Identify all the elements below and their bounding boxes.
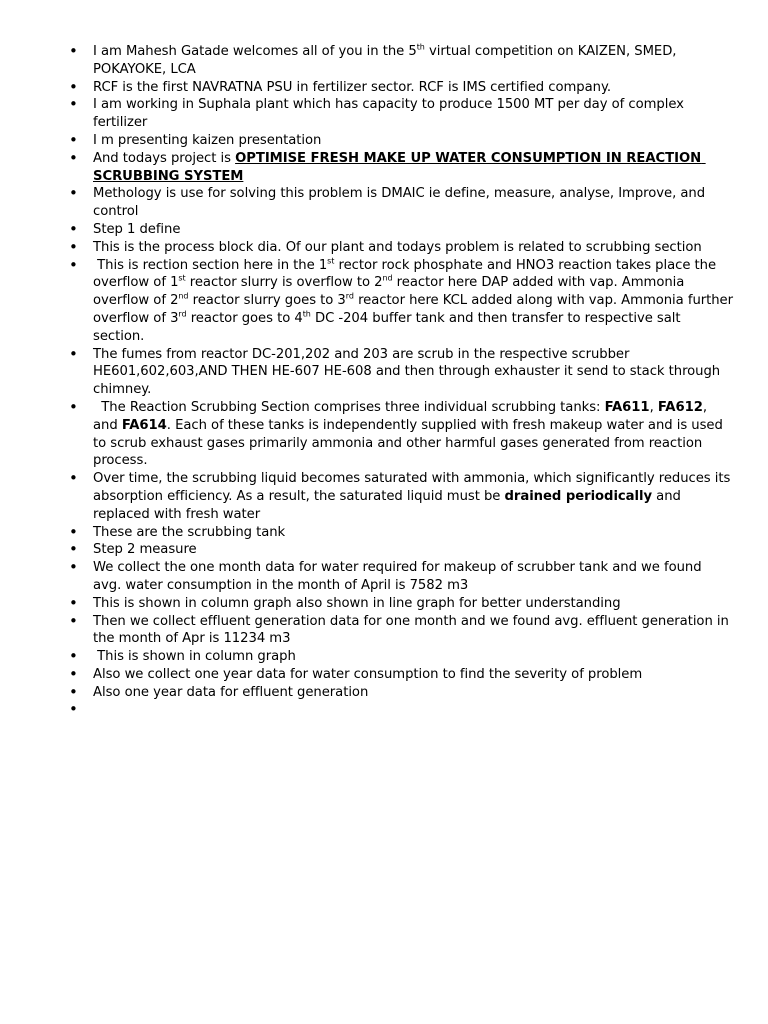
bullet-list bbox=[93, 42, 742, 719]
bold-text-run: FA612 bbox=[657, 399, 703, 415]
superscript-text: st bbox=[178, 273, 186, 283]
superscript-text: rd bbox=[178, 309, 187, 319]
text-run: RCF is the first NAVRATNA PSU in fertilizer sector. RCF is IMS certified company. bbox=[93, 79, 611, 95]
text-run: Also we collect one year data for water consumption to find the severity of problem bbox=[93, 666, 643, 682]
text-run: Also one year data for effluent generation bbox=[93, 684, 369, 700]
text-run: , bbox=[649, 399, 658, 415]
text-run: I m presenting kaizen presentation bbox=[93, 132, 322, 148]
text-run: This is rection section here in the 1 bbox=[93, 257, 328, 273]
text-run: Step 1 define bbox=[93, 221, 181, 237]
list-item bbox=[93, 595, 733, 613]
list-item bbox=[93, 256, 742, 346]
superscript-text: nd bbox=[178, 291, 189, 301]
bold-text-run: FA611 bbox=[604, 399, 650, 415]
text-run: I am working in Suphala plant which has capacity to produce 1500 MT per day of complex fertilizer bbox=[93, 97, 689, 131]
text-run: Then we collect effluent generation data for one month and we found avg. effluent generation in the month of Apr is 11234 m3 bbox=[93, 613, 733, 647]
text-run: This is shown in column graph bbox=[93, 649, 296, 665]
list-item bbox=[93, 541, 733, 559]
text-run: , and bbox=[93, 399, 712, 433]
bold-text-run: drained periodically bbox=[504, 488, 653, 504]
list-item bbox=[93, 613, 733, 649]
text-run: And todays project is bbox=[93, 150, 236, 166]
text-run: We collect the one month data for water required for makeup of scrubber tank and we found avg. water consumption in the month of April is 7582 m3 bbox=[93, 560, 706, 593]
text-run: reactor slurry goes to 3 bbox=[188, 293, 346, 309]
superscript-text: st bbox=[327, 256, 335, 266]
text-run: Methology is use for solving this problem is DMAIC ie define, measure, analyse, Improve, and control bbox=[93, 186, 710, 220]
list-item bbox=[93, 346, 733, 399]
list-item bbox=[93, 666, 733, 684]
text-run: I am Mahesh Gatade welcomes all of you in the 5 bbox=[93, 44, 417, 59]
text-run: The fumes from reactor DC-201,202 and 203 are scrub in the respective scrubber HE601,602,603,AND THEN HE-607 HE-608 and then through exhauster it send to stack through chimney. bbox=[93, 346, 725, 398]
text-run: These are the scrubbing tank bbox=[93, 524, 286, 540]
superscript-text: th bbox=[302, 309, 311, 319]
list-item bbox=[93, 43, 733, 79]
text-run: This is shown in column graph also shown in line graph for better understanding bbox=[93, 595, 621, 611]
list-item bbox=[93, 701, 733, 719]
list-item bbox=[93, 399, 733, 470]
text-run: . Each of these tanks is independently supplied with fresh makeup water and is used to scrub exhaust gases primarily ammonia and other harmful gases generated from reaction process. bbox=[93, 417, 727, 469]
underlined-bold-text-run: OPTIMISE FRESH MAKE UP WATER CONSUMPTION IN REACTION SCRUBBING SYSTEM bbox=[93, 150, 706, 184]
list-item bbox=[93, 96, 733, 132]
text-run: virtual competition on KAIZEN, SMED, POKAYOKE, LCA bbox=[93, 44, 681, 77]
superscript-text: th bbox=[416, 42, 425, 52]
list-item bbox=[93, 221, 733, 239]
text-run: reactor here KCL added along with vap. Ammonia further overflow of 3 bbox=[93, 293, 742, 326]
text-run: DC -204 buffer tank and then transfer to respective salt section. bbox=[93, 310, 685, 344]
list-item bbox=[93, 684, 733, 702]
text-run: reactor here DAP added with vap. Ammonia overflow of 2 bbox=[93, 275, 689, 309]
list-item bbox=[93, 524, 733, 542]
text-run: The Reaction Scrubbing Section comprises three individual scrubbing tanks: bbox=[93, 399, 605, 415]
list-item bbox=[93, 79, 733, 97]
list-item bbox=[93, 239, 733, 257]
list-item bbox=[93, 185, 733, 221]
text-run: Step 2 measure bbox=[93, 542, 197, 558]
list-item bbox=[93, 132, 733, 150]
list-item bbox=[93, 150, 733, 186]
text-run: reactor slurry is overflow to 2 bbox=[185, 275, 383, 291]
text-run: rector rock phosphate and HNO3 reaction takes place the overflow of 1 bbox=[93, 257, 721, 291]
text-run: reactor goes to 4 bbox=[186, 310, 303, 326]
list-item bbox=[93, 470, 733, 523]
superscript-text: rd bbox=[345, 291, 354, 301]
bold-text-run: FA614 bbox=[121, 417, 167, 433]
text-run: Over time, the scrubbing liquid becomes saturated with ammonia, which significantly reduces its absorption efficiency. As a result, the saturated liquid must be bbox=[93, 471, 735, 504]
list-item bbox=[93, 648, 733, 666]
list-item bbox=[93, 559, 733, 595]
text-run: and replaced with fresh water bbox=[93, 488, 685, 522]
superscript-text: nd bbox=[382, 273, 393, 283]
text-run: This is the process block dia. Of our plant and todays problem is related to scrubbing section bbox=[93, 239, 702, 255]
